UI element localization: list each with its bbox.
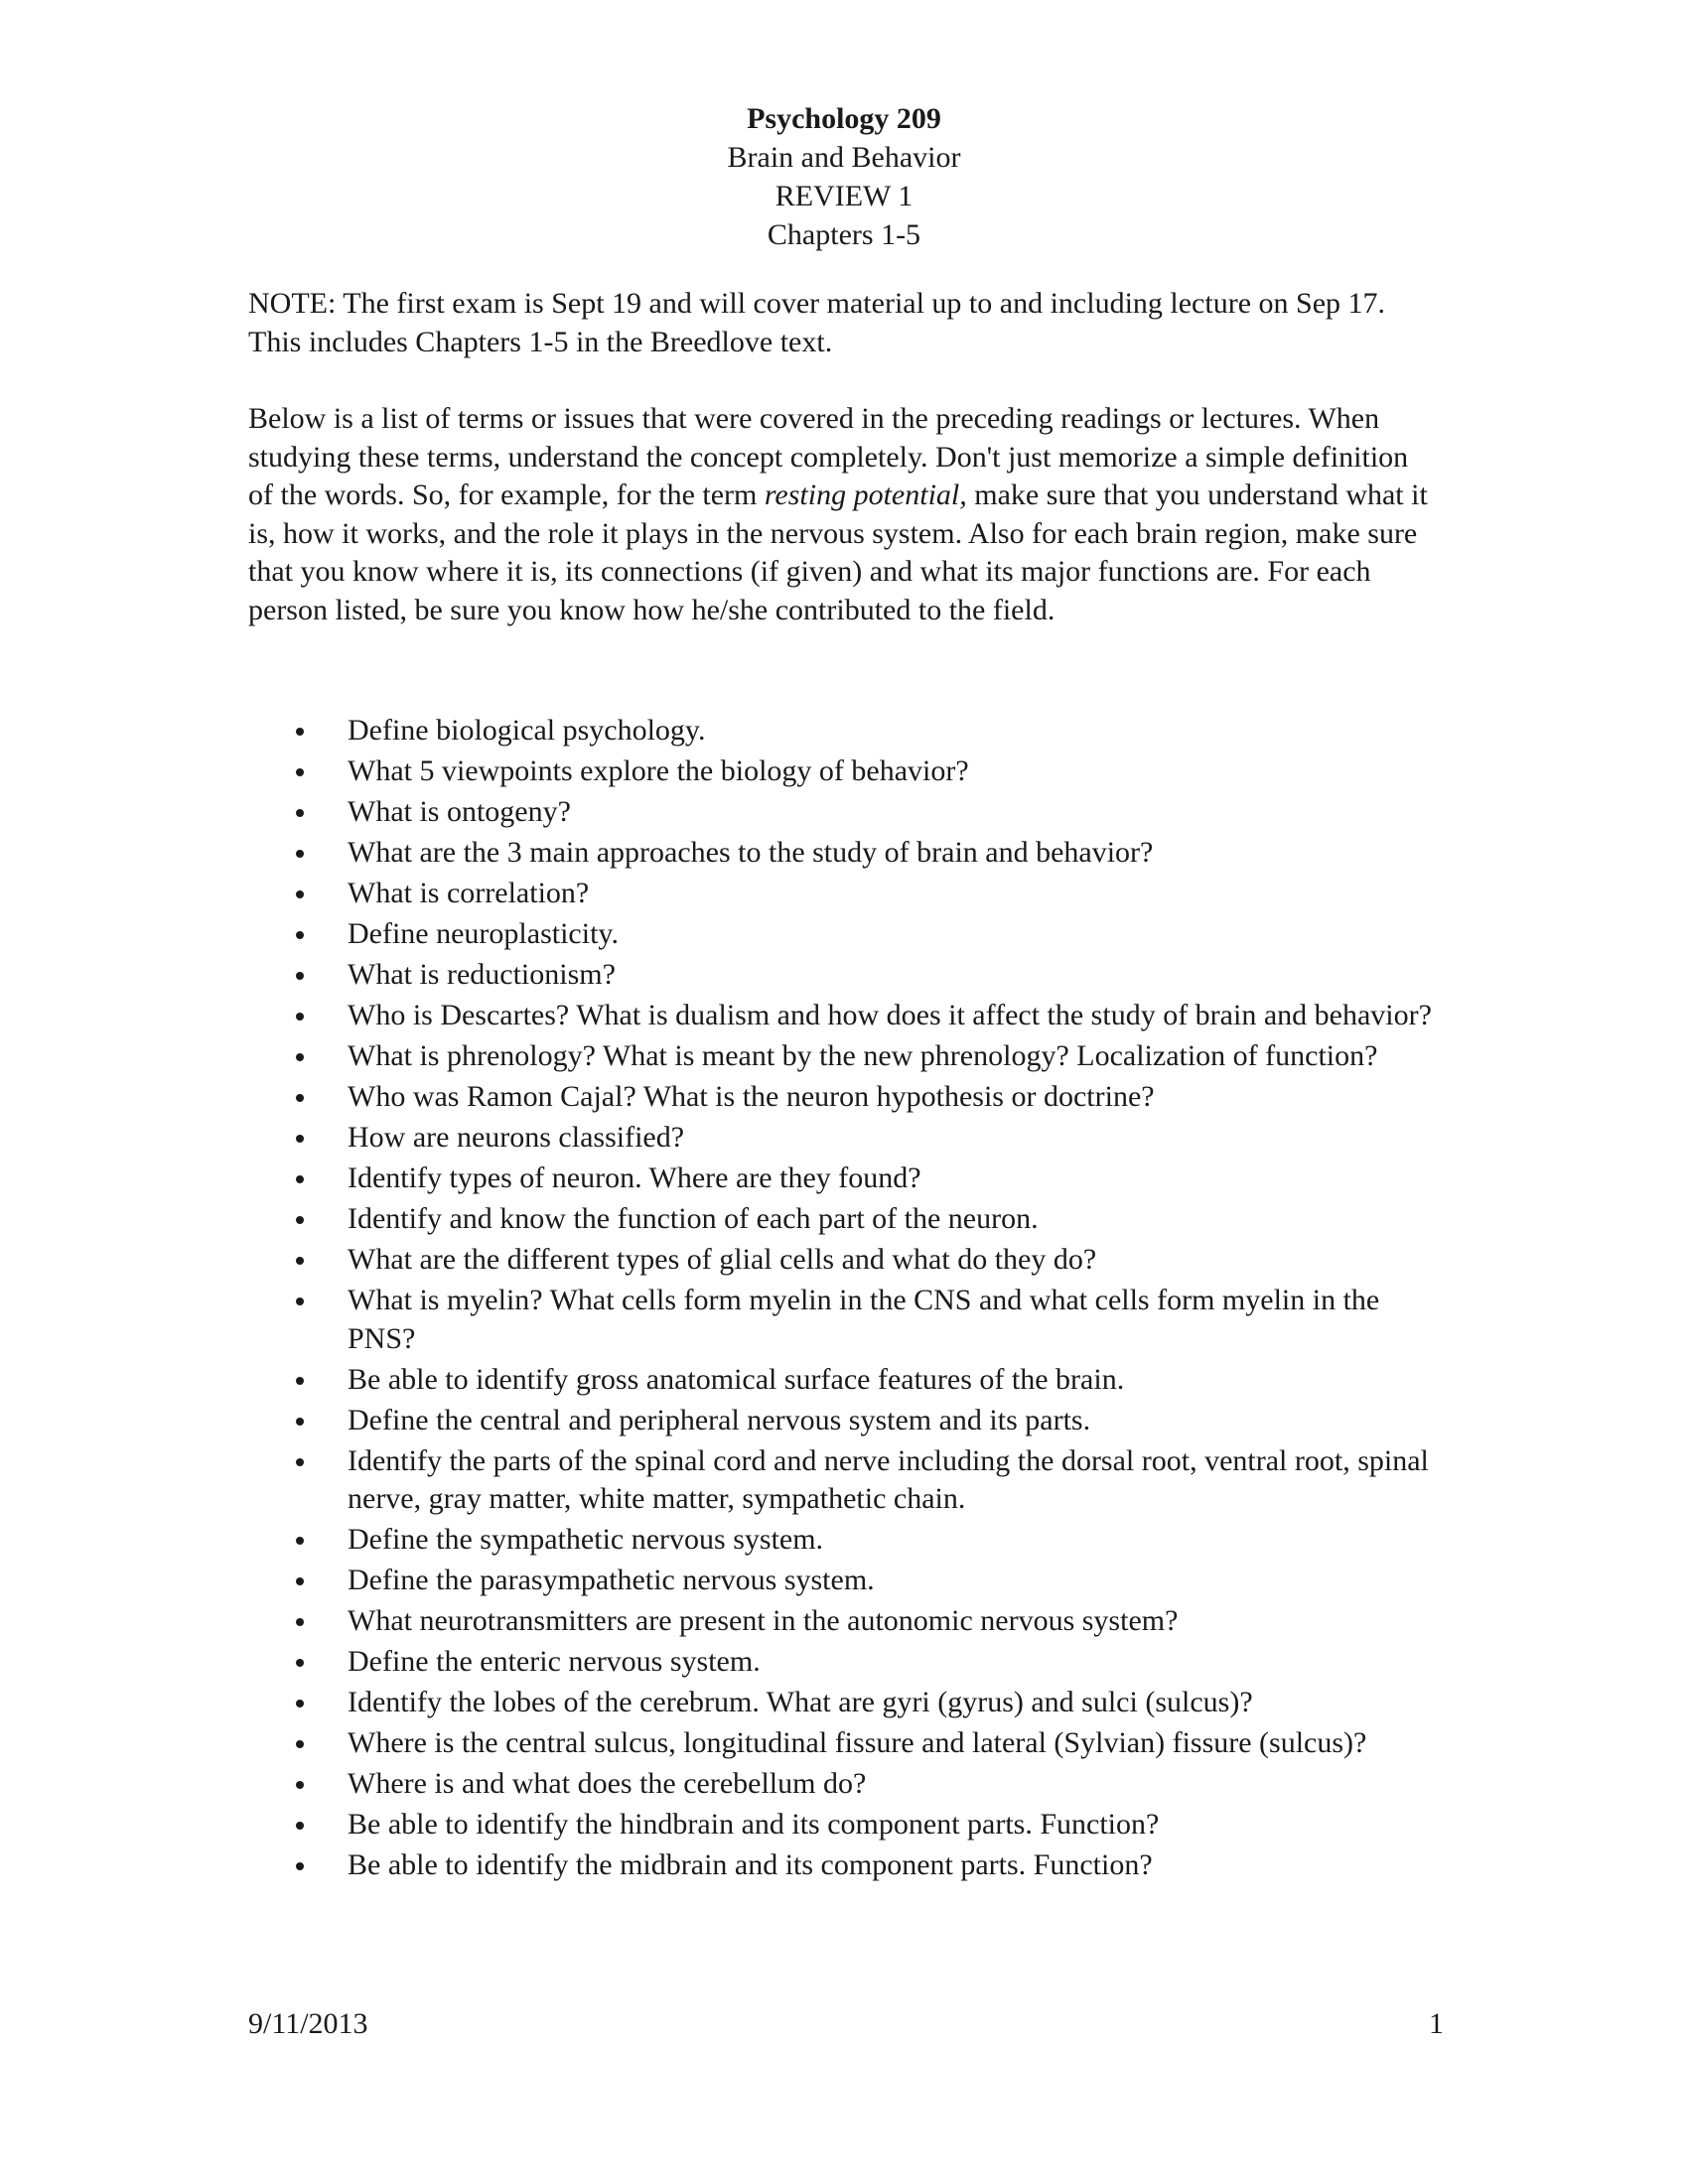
list-item-text: Where is the central sulcus, longitudinal fissure and lateral (Sylvian) fissure (sulcus)? [348,1726,1367,1759]
chapters-label: Chapters 1-5 [767,218,921,251]
list-item [248,752,1440,791]
list-item-text: Where is and what does the cerebellum do? [348,1767,867,1800]
list-item-text: What is phrenology? What is meant by the new phrenology? Localization of function? [348,1039,1378,1072]
bullet-icon [296,1659,304,1667]
list-item [248,1806,1440,1844]
intro-paragraph [248,400,1440,629]
list-item [248,1241,1440,1280]
bullet-icon [296,1822,304,1830]
list-item-text: Identify types of neuron. Where are they found? [348,1161,921,1194]
list-item-text: How are neurons classified? [348,1121,685,1154]
list-item [248,1724,1440,1763]
bullet-icon [296,1458,304,1466]
list-item [248,793,1440,832]
bullet-icon [296,1418,304,1426]
list-item [248,1684,1440,1722]
list-item [248,915,1440,954]
list-item-text: What neurotransmitters are present in the autonomic nervous system? [348,1604,1179,1637]
list-item-text: Who is Descartes? What is dualism and how does it affect the study of brain and behavior? [348,999,1432,1031]
review-term-list [248,712,1440,1887]
list-item-text: What is correlation? [348,877,590,909]
bullet-icon [296,1216,304,1224]
list-item-text: What is reductionism? [348,958,616,991]
list-item [248,1643,1440,1682]
footer-date: 9/11/2013 [248,2007,368,2040]
list-item-text: Who was Ramon Cajal? What is the neuron hypothesis or doctrine? [348,1080,1155,1113]
bullet-icon [296,1740,304,1748]
bullet-icon [296,728,304,736]
bullet-icon [296,1618,304,1626]
bullet-icon [296,1700,304,1707]
list-item-text: Define neuroplasticity. [348,917,619,950]
review-label: REVIEW 1 [774,180,914,212]
list-item-text: Be able to identify the hindbrain and its component parts. Function? [348,1808,1160,1841]
list-item [248,956,1440,995]
list-item-text: Identify the lobes of the cerebrum. What are gyri (gyrus) and sulci (sulcus)? [348,1686,1253,1718]
bullet-icon [296,1577,304,1585]
bullet-icon [296,972,304,980]
course-title: Psychology 209 [747,102,941,135]
list-item-text: Define the central and peripheral nervous system and its parts. [348,1403,1091,1436]
list-item-text: Define the enteric nervous system. [348,1645,761,1678]
bullet-icon [296,768,304,776]
document-header [248,99,1440,254]
list-item-text: What are the different types of glial cells and what do they do? [348,1243,1097,1276]
bullet-icon [296,890,304,898]
list-item [248,712,1440,751]
bullet-icon [296,1537,304,1545]
list-item [248,1521,1440,1560]
list-item [248,1282,1440,1358]
list-item [248,1402,1440,1440]
list-item-text: Define the parasympathetic nervous system. [348,1564,875,1596]
list-item-text: What is ontogeny? [348,795,571,828]
bullet-icon [296,1053,304,1061]
bullet-icon [296,1297,304,1305]
list-item [248,1846,1440,1885]
bullet-icon [296,809,304,817]
list-item [248,1562,1440,1600]
list-item-text: Define biological psychology. [348,714,706,747]
list-item-text: Define the sympathetic nervous system. [348,1523,824,1556]
bullet-icon [296,1135,304,1143]
list-item-text: What are the 3 main approaches to the study of brain and behavior? [348,836,1154,869]
bullet-icon [296,850,304,858]
exam-note: NOTE: The first exam is Sept 19 and will cover material up to and including lecture on Sep 17. This includes Chapters 1-5 in the Breedlove text. [248,287,1386,358]
list-item-text: What 5 viewpoints explore the biology of behavior? [348,754,969,787]
bullet-icon [296,1781,304,1789]
bullet-icon [296,1377,304,1385]
intro-text-before: Below is a list of terms or issues that were covered in the preceding readings or lectures. When studying these terms, understand the concept completely. Don't just memorize a simple definition of the words. So, for example, for the term [248,402,1409,511]
list-item [248,834,1440,873]
list-item [248,1160,1440,1198]
list-item [248,1442,1440,1519]
intro-emphasis: resting potential, [764,478,967,511]
list-item-text: What is myelin? What cells form myelin in the CNS and what cells form myelin in the PNS? [348,1284,1380,1355]
list-item-text: Identify and know the function of each part of the neuron. [348,1202,1039,1235]
list-item [248,1200,1440,1239]
bullet-icon [296,1257,304,1265]
list-item-text: Identify the parts of the spinal cord and nerve including the dorsal root, ventral root, spinal nerve, gray matter, white matter, sympathetic chain. [348,1443,1429,1515]
list-item [248,875,1440,913]
bullet-icon [296,1013,304,1021]
course-subtitle: Brain and Behavior [727,141,961,174]
list-item [248,1119,1440,1158]
list-item [248,997,1440,1035]
list-item [248,1037,1440,1076]
bullet-icon [296,1094,304,1102]
page-number: 1 [1429,2007,1444,2040]
bullet-icon [296,1175,304,1183]
list-item [248,1602,1440,1641]
list-item-text: Be able to identify gross anatomical surface features of the brain. [348,1362,1125,1396]
bullet-icon [296,1862,304,1870]
bullet-icon [296,931,304,939]
intro-text-after: make sure that you understand what it is, how it works, and the role it plays in the nervous system. Also for each brain region, make sure that you know where it is, its connections (if given) and what its major functions are. For each person listed, be sure you know how he/she contributed to the field. [248,478,1428,626]
list-item [248,1078,1440,1117]
list-item-text: Be able to identify the midbrain and its component parts. Function? [348,1848,1153,1881]
list-item [248,1765,1440,1804]
list-item [248,1361,1440,1400]
